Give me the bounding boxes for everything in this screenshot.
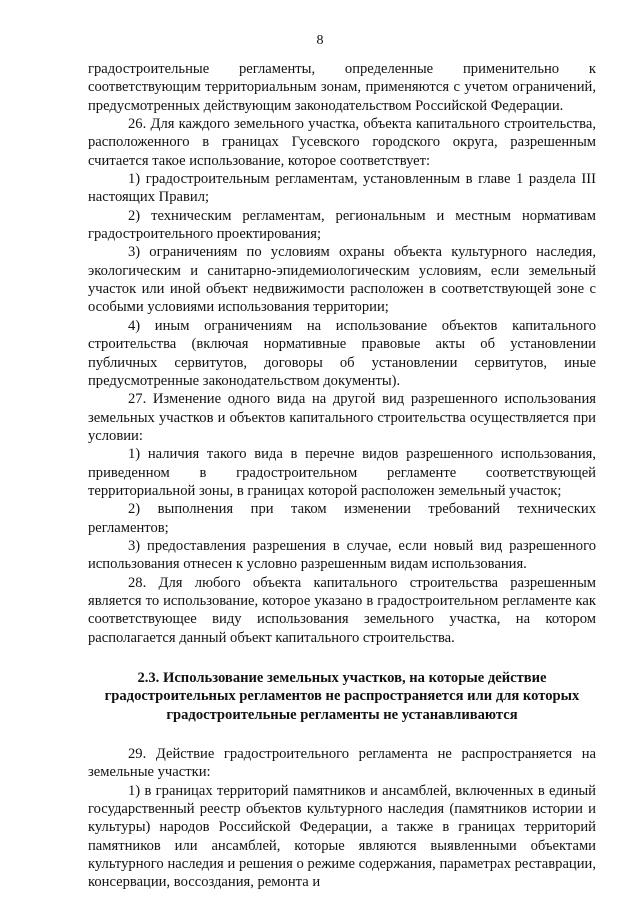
page-number: 8 [316,33,324,48]
list-item-26-3: 3) ограничениям по условиям охраны объекта культурного наследия, экологическим и санитарно-эпидемиологическим условиям, если земельный участок или иной объект недвижимости расположен в соответствующей зоне с особыми условиями использования территории; [88,244,596,316]
list-item-26-1: 1) градостроительным регламентам, установленным в главе 1 раздела III настоящих Правил; [88,171,596,206]
list-item-26-4: 4) иным ограничениям на использование объектов капитального строительства (включая нормативные правовые акты об установлении публичных сервитутов, договоры об установлении сервитутов, иные предусмотренные законодательством документы). [88,317,596,389]
paragraph-26: 26. Для каждого земельного участка, объекта капитального строительства, расположенного в границах Гусевского городского округа, разрешенным считается такое использование, которое соответствует: [88,116,596,169]
list-item-29-1: 1) в границах территорий памятников и ансамблей, включенных в единый государственный реестр объектов культурного наследия (памятников истории и культуры) народов Российской Федерации, а также в границах территорий памятников или ансамблей, которые являются выявленными объектами культурного наследия и решения о режиме содержания, параметрах реставрации, консервации, воссоздания, ремонта и [88,782,596,891]
list-item-27-3: 3) предоставления разрешения в случае, если новый вид разрешенного использования отнесен к условно разрешенным видам использования. [88,537,596,573]
paragraph-29: 29. Действие градостроительного регламента не распространяется на земельные участки: [88,746,596,781]
list-item-26-2: 2) техническим регламентам, региональным и местным нормативам градостроительного проектирования; [88,207,596,243]
paragraph-28: 28. Для любого объекта капитального строительства разрешенным является то использование, которое указано в градостроительном регламенте как соответствующее виду использования земельного участка, на котором располагается данный объект капитального строительства. [88,574,596,646]
list-item-27-1: 1) наличия такого вида в перечне видов разрешенного использования, приведенном в градостроительном регламенте соответствующей территориальной зоны, в границах которой расположен земельный участок; [88,446,596,499]
section-heading: 2.3. Использование земельных участков, на которые действие градостроительных регламентов не распространяется или для которых градостроительные регламенты не устанавливаются [104,670,580,723]
list-item-27-2: 2) выполнения при таком изменении требований технических регламентов; [88,501,596,536]
paragraph-continuation: градостроительные регламенты, определенные применительно к соответствующим территориальным зонам, применяются с учетом ограничений, предусмотренных действующим законодательством Российской Федерации. [88,61,596,114]
document-body [88,60,596,892]
paragraph-27: 27. Изменение одного вида на другой вид разрешенного использования земельных участков и объектов капитального строительства осуществляется при условии: [88,391,596,444]
